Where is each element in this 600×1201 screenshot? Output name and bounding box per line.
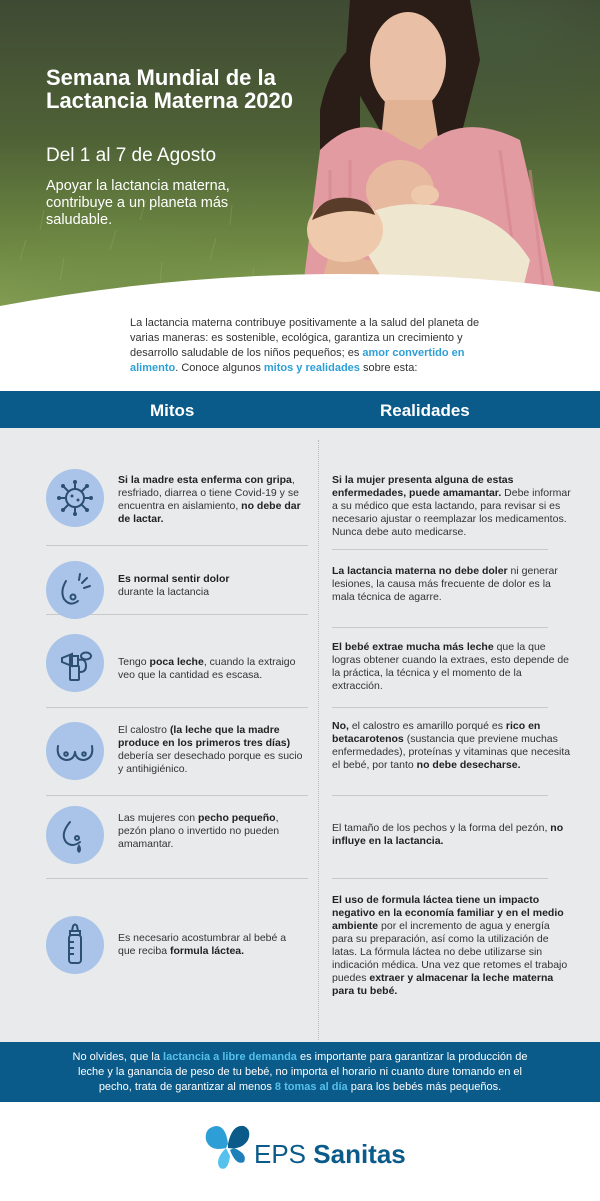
baby-bottle-icon: [46, 916, 104, 974]
mito-text: Las mujeres con pecho pequeño, pezón plano o invertido no pueden amamantar.: [118, 812, 280, 850]
mito-text: Tengo poca leche, cuando la extraigo veo que la cantidad es escasa.: [118, 656, 296, 681]
mito-text: Si la madre esta enferma con gripa, resfriado, diarrea o tiene Covid-19 y se encuentra en aislamiento, no debe dar de lactar.: [118, 474, 301, 525]
row-divider: [332, 627, 548, 628]
breast-pain-icon: [46, 561, 104, 619]
row-divider: [46, 545, 308, 546]
footer-message: No olvides, que la lactancia a libre demanda es importante para garantizar la producción de leche y la ganancia de peso de tu bebé, no importa el horario ni cuanto dure tomando en el pecho, trata de garantizar al menos 8 tomas al día para los bebés más pequeños.: [72, 1051, 528, 1093]
realidad-text: El bebé extrae mucha más leche que la que logras obtener cuando la extraes, esto depende de la práctica, la técnica y el momento de la extracción.: [332, 641, 570, 692]
row-divider: [332, 795, 548, 796]
column-divider: [318, 440, 319, 1040]
mito-text: Es normal sentir dolor durante la lactancia: [118, 573, 230, 598]
row-divider: [46, 707, 308, 708]
realidad-text: La lactancia materna no debe doler ni generar lesiones, la causa más frecuente de dolor es la mala técnica de agarre.: [332, 565, 558, 603]
hero-title: Semana Mundial de la Lactancia Materna 2020: [46, 65, 294, 113]
hero-banner: [0, 0, 600, 312]
breast-pump-icon: [46, 634, 104, 692]
mitos-header: Mitos: [150, 401, 195, 420]
hero-subtitle: Apoyar la lactancia materna, contribuye a un planeta más saludable.: [46, 178, 230, 228]
brand-name: EPS Sanitas: [254, 1139, 406, 1169]
mito-text: Es necesario acostumbrar al bebé a que reciba formula láctea.: [118, 932, 287, 957]
row-divider: [46, 878, 308, 879]
intro-paragraph: La lactancia materna contribuye positivamente a la salud del planeta de varias maneras: es sostenible, ecológica, garantiza un crecimiento y desarrollo saludable de los niños pequeños; es amor convertido en alimento. Conoce algunos mitos y realidades sobre esta:: [130, 317, 480, 374]
realidad-text: El uso de formula láctea tiene un impacto negativo en la economía familiar y en el medio ambiente por el incremento de agua y energía para su preparación, así como la utilización de latas. La fórmula láctea no debe utilizarse sin indicación médica. Una vez que retomes el trabajo puedes extraer y almacenar la leche materna para tu bebé.: [332, 894, 568, 997]
columns-header-bar: [0, 391, 600, 428]
realidad-text: El tamaño de los pechos y la forma del pezón, no influye en la lactancia.: [332, 822, 564, 847]
row-divider: [46, 795, 308, 796]
realidad-text: Si la mujer presenta alguna de estas enfermedades, puede amamantar. Debe informar a su médico que esta lactando, para revisar si es necesario ajustar o reemplazar los medicamentos. Nunca debe auto medicarse.: [332, 474, 571, 538]
breasts-icon: [46, 722, 104, 780]
mito-text: El calostro (la leche que la madre produce en los primeros tres días) debería ser desechado porque es sucio y antihigiénico.: [118, 724, 303, 775]
virus-icon: [46, 469, 104, 527]
breast-drop-icon: [46, 806, 104, 864]
eps-sanitas-logo-icon: [204, 1122, 252, 1172]
hero-dates: Del 1 al 7 de Agosto: [46, 145, 217, 166]
hero-wave-divider: [0, 270, 600, 312]
realidad-text: No, el calostro es amarillo porqué es rico en betacarotenos (sustancia que previene muchas enfermedades), proteínas y vitaminas que necesita el bebé, por tanto no debe desecharse.: [332, 720, 571, 771]
row-divider: [332, 549, 548, 550]
realidades-header: Realidades: [380, 401, 470, 420]
row-divider: [332, 878, 548, 879]
row-divider: [332, 707, 548, 708]
